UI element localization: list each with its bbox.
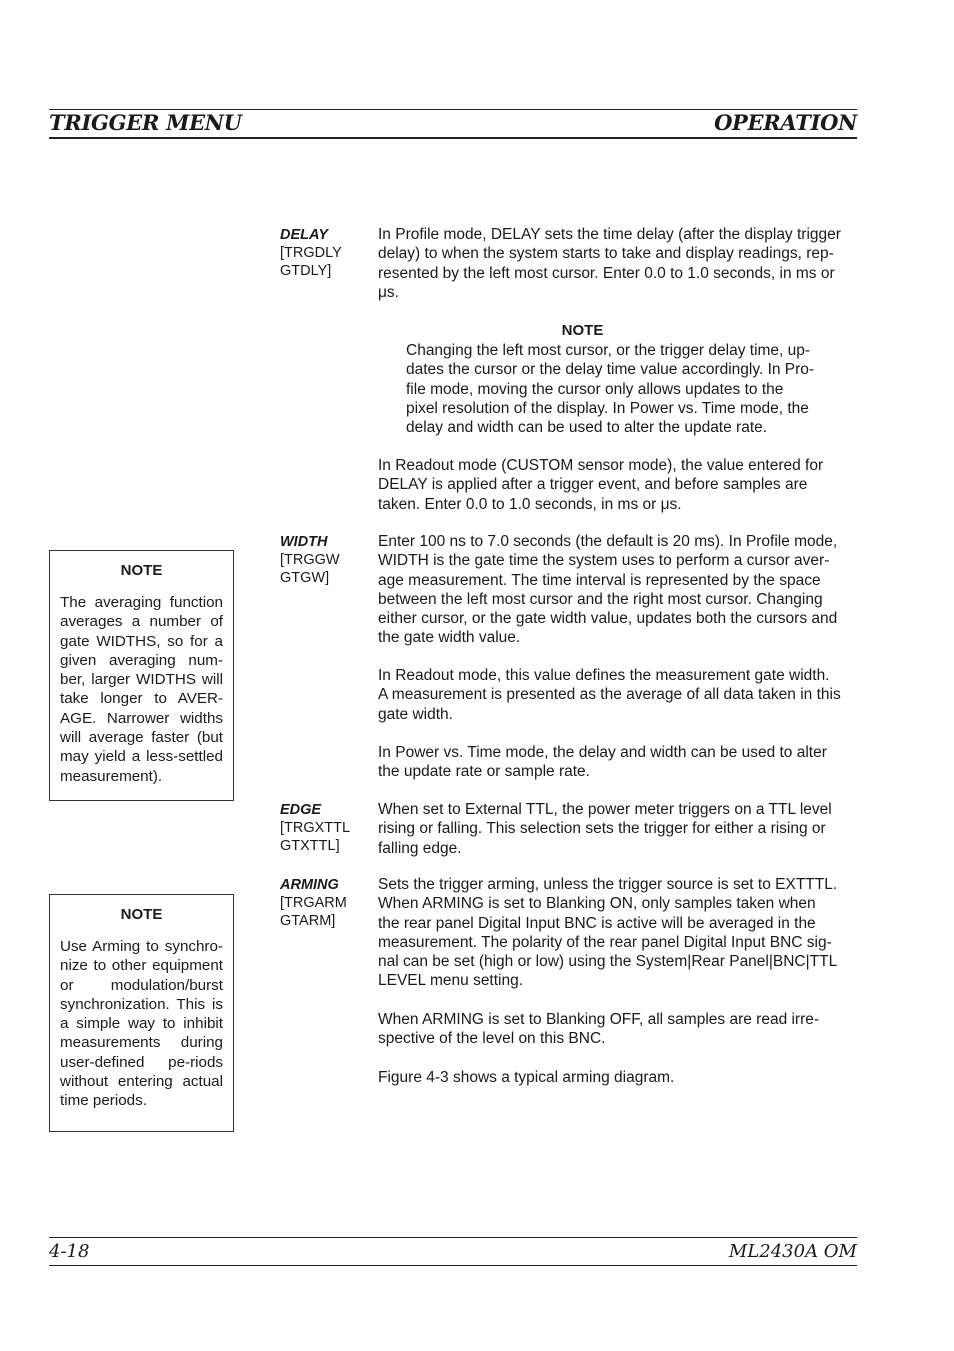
side-note-text: Use Arming to synchro-nize to other equipment or modulation/burst synchronization. This is a simple way to inhibit measurements during user-defined pe-riods without entering actual time periods. [60,938,223,1110]
delay-note-text: Changing the left most cursor, or the trigger delay time, up- dates the cursor or the delay time value accordingly. In Pro- file mode, moving the cursor only allows updates to the pixel resolution of the display. In Power vs. Time mode, the delay and width can be used to alter the update rate. [406,342,815,437]
edge-paragraph-1: When set to External TTL, the power meter triggers on a TTL level rising or falling. This selection sets the trigger for either a rising or falling edge. [378,801,832,857]
term-edge [280,801,350,855]
term-delay [280,226,342,280]
side-note-text: The averaging function averages a number of gate WIDTHS, so for a given averaging num-ber, larger WIDTHS will take longer to AVER-AGE. Narrower widths will average faster (but may yield a less-settled measurement). [60,594,223,785]
term-command: [TRGXTTL GTXTTL] [280,820,351,854]
delay-note-title: NOTE [561,322,604,339]
width-paragraph-2: In Readout mode, this value defines the measurement gate width. A measurement is presented as the average of all data taken in this gate width. [378,667,841,723]
arming-paragraph-2: When ARMING is set to Blanking OFF, all samples are read irre- spective of the level on this BNC. [378,1011,820,1048]
side-note-title: NOTE [120,562,163,579]
width-paragraph-1: Enter 100 ns to 7.0 seconds (the default is 20 ms). In Profile mode, WIDTH is the gate time the system uses to perform a cursor aver- age measurement. The time interval is represented by the space between the left most cursor and the right most cursor. Changing either cursor, or the gate width value, updates both the cursors and the gate width value. [378,533,838,647]
footer-manual-id: ML2430A OM [728,1241,857,1262]
term-name: WIDTH [280,534,328,550]
term-width [280,533,340,587]
footer-top-rule [49,1237,857,1238]
arming-paragraph-1: Sets the trigger arming, unless the trigger source is set to EXTTTL. When ARMING is set to Blanking ON, only samples taken when the rear panel Digital Input BNC is active will be averaged in the measurement. The polarity of the rear panel Digital Input BNC sig- nal can be set (high or low) using the System|Rear Panel|BNC|TTL LEVEL menu setting. [378,876,838,990]
term-name: ARMING [280,877,339,893]
arming-paragraph-3: Figure 4-3 shows a typical arming diagram. [378,1069,675,1086]
term-arming [280,876,347,930]
footer-page-number: 4-18 [49,1241,90,1262]
delay-paragraph-2: In Readout mode (CUSTOM sensor mode), the value entered for DELAY is applied after a trigger event, and before samples are taken. Enter 0.0 to 1.0 seconds, in ms or μs. [378,457,824,513]
term-name: DELAY [280,227,329,243]
side-note-title: NOTE [120,906,163,923]
header-bottom-rule [49,137,857,139]
side-note-averaging [49,550,234,801]
term-command: [TRGGW GTGW] [280,552,340,586]
header-left-title: TRIGGER MENU [49,110,242,135]
header-right-title: OPERATION [714,110,857,135]
term-command: [TRGARM GTARM] [280,895,347,929]
footer-bottom-rule [49,1265,857,1266]
side-note-arming [49,894,234,1132]
term-name: EDGE [280,802,322,818]
width-paragraph-3: In Power vs. Time mode, the delay and width can be used to alter the update rate or sample rate. [378,744,827,781]
delay-paragraph-1: In Profile mode, DELAY sets the time delay (after the display trigger delay) to when the system starts to take and display readings, rep- resented by the left most cursor. Enter 0.0 to 1.0 seconds, in ms or μs. [378,226,841,301]
term-command: [TRGDLY GTDLY] [280,245,342,279]
